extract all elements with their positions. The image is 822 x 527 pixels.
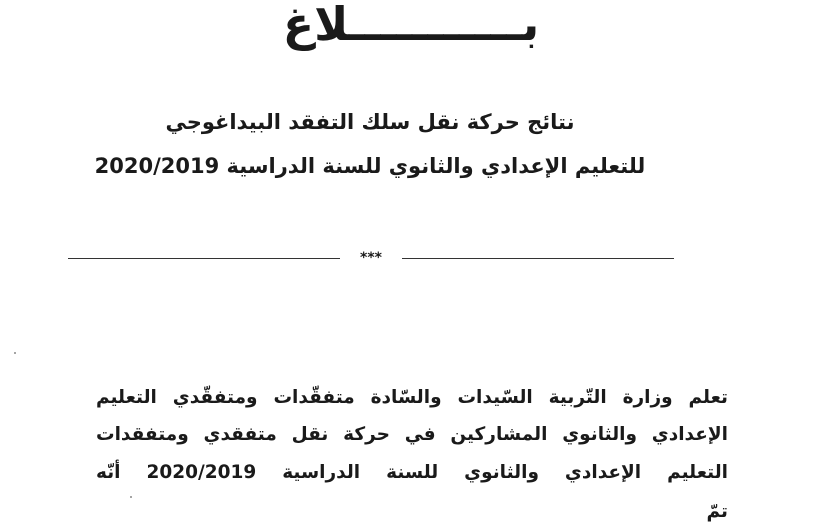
separator-rule-left (68, 258, 340, 259)
scan-speck (14, 352, 16, 354)
document-subtitle-line-1: نتائج حركة نقل سلك التفقد البيداغوجي (165, 110, 575, 134)
body-text-line-2: الإعدادي والثانوي المشاركين في حركة نقل متفقدي ومتفقدات (96, 424, 728, 445)
section-separator (68, 248, 674, 268)
document-subtitle-line-2: للتعليم الإعدادي والثانوي للسنة الدراسية 2020/2019 (94, 154, 646, 178)
body-text-line-1: تعلم وزارة التّربية السّيدات والسّادة متفقّدات ومتفقّدي التعليم (96, 387, 728, 408)
body-text-line-3: التعليم الإعدادي والثانوي للسنة الدراسية 2020/2019 أنّه (96, 462, 729, 483)
scan-speck (130, 496, 132, 498)
separator-rule-right (402, 258, 674, 259)
separator-stars: *** (360, 250, 382, 266)
document-heading: بـــــــــــلاغ (282, 0, 540, 51)
body-text-line-4-partial: تمّ (706, 501, 728, 522)
